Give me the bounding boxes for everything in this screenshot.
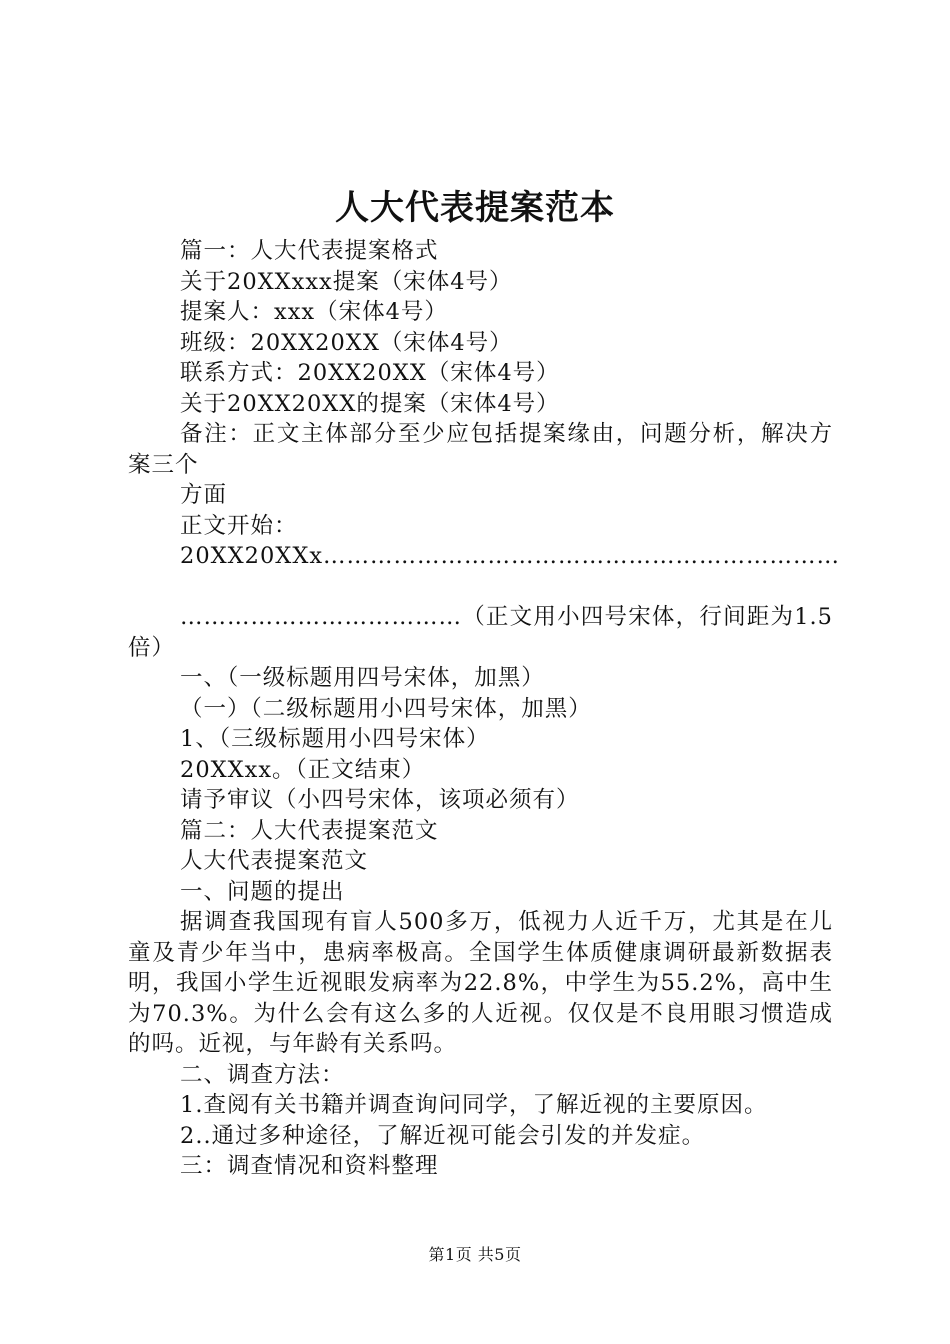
method-heading: 二、调查方法： <box>180 1061 345 1088</box>
problem-heading: 一、问题的提出 <box>180 878 345 905</box>
document-title: 人大代表提案范本 <box>335 188 615 228</box>
problem-paragraph: 据调查我国现有盲人500多万，低视力人近千万，尤其是在儿童及青少年当中，患病率极高。全国学生体质健康调研最新数据表明，我国小学生近视眼发病率为22.8%，中学生为55.2%，高中生为70.3%。为什么会有这么多的人近视。仅仅是不良用眼习惯造成的吗。近视，与年龄有关系吗。 <box>128 909 833 1057</box>
body-format-note: ………………………………（正文用小四号宋体，行间距为1.5倍） <box>128 604 833 661</box>
review-request-line: 请予审议（小四号宋体，该项必须有） <box>180 787 580 813</box>
body-end-line: 20XXxx。（正文结束） <box>180 756 426 783</box>
blank-line <box>128 572 833 603</box>
remark-continuation: 方面 <box>180 482 228 508</box>
class-line: 班级：20XX20XX（宋体4号） <box>180 329 513 356</box>
body-start-line: 正文开始： <box>180 512 298 539</box>
section-heading-2: 篇二：人大代表提案范文 <box>180 817 439 844</box>
level3-heading-note: 1、（三级标题用小四号宋体） <box>180 726 490 752</box>
page-footer: 第1页 共5页 <box>428 1245 522 1264</box>
method-item-1: 1.查阅有关书籍并调查询问同学，了解近视的主要原因。 <box>180 1092 768 1118</box>
section-heading-1: 篇一：人大代表提案格式 <box>180 238 439 264</box>
sample-title: 人大代表提案范文 <box>180 848 369 874</box>
method-item-2: 2..通过多种途径，了解近视可能会引发的并发症。 <box>180 1122 706 1149</box>
contact-line: 联系方式：20XX20XX（宋体4号） <box>180 360 560 386</box>
proposer-line: 提案人：xxx（宋体4号） <box>180 299 448 325</box>
document-body <box>128 236 841 1182</box>
remark-paragraph: 备注：正文主体部分至少应包括提案缘由，问题分析，解决方案三个 <box>128 421 833 478</box>
body-placeholder-line: 20XX20XXx………………………………………………………… <box>180 543 841 569</box>
level1-heading-note: 一、（一级标题用四号宋体，加黑） <box>180 665 545 691</box>
level2-heading-note: （一）（二级标题用小四号宋体，加黑） <box>180 695 592 722</box>
proposal-about-line: 关于20XX20XX的提案（宋体4号） <box>180 390 560 417</box>
survey-heading: 三：调查情况和资料整理 <box>180 1153 439 1179</box>
proposal-title-line: 关于20XXxxx提案（宋体4号） <box>180 268 513 295</box>
